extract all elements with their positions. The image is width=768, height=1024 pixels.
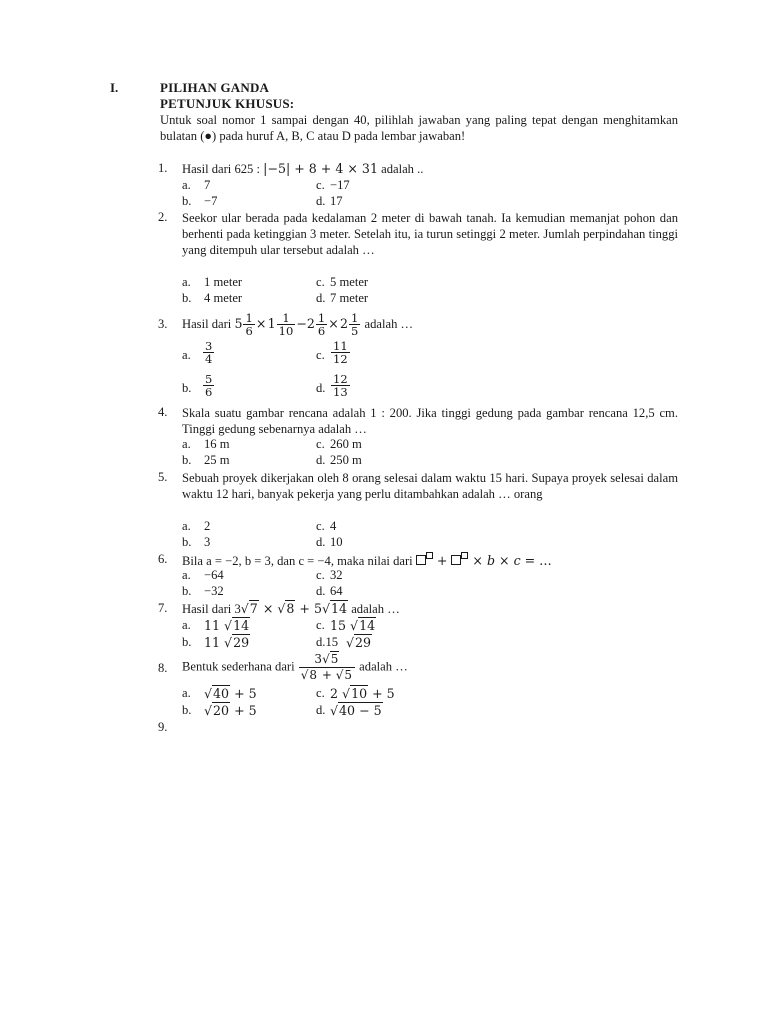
operator: × — [495, 553, 514, 568]
option-value: 25 m — [204, 453, 230, 467]
question-6 — [158, 552, 680, 602]
option-value — [204, 686, 257, 701]
radicand: 8 — [286, 601, 295, 616]
denominator: 4 — [205, 352, 213, 366]
option-letter: b. — [182, 703, 192, 717]
option-value: 1 meter — [204, 275, 243, 289]
option-value — [346, 635, 372, 650]
option-value — [330, 373, 351, 398]
question-number: 9. — [158, 720, 168, 734]
fraction — [316, 312, 327, 337]
question-7 — [158, 601, 680, 653]
option-letter: a. — [182, 178, 191, 192]
option-value — [202, 340, 215, 365]
question-number: 8. — [158, 661, 168, 675]
option-value: 16 m — [204, 437, 230, 451]
question-number: 7. — [158, 601, 168, 615]
numerator: 3 — [205, 339, 213, 353]
coefficient: 2 — [330, 686, 343, 701]
fraction — [203, 340, 214, 365]
coefficient: 3 — [314, 652, 323, 666]
question-number: 2. — [158, 210, 168, 224]
question-3 — [158, 312, 680, 404]
square-root: √5 — [322, 652, 339, 666]
operator: + — [318, 668, 336, 682]
placeholder-box-icon — [416, 555, 426, 565]
numerator: 1 — [351, 311, 359, 325]
operator: × — [258, 601, 278, 616]
expression-rest: + 5 — [230, 686, 257, 701]
question-text: Sebuah proyek dikerjakan oleh 8 orang selesai dalam waktu 15 hari. Supaya proyek selesai dalam waktu 12 hari, banyak pekerja yang perlu ditambahkan adalah … orang — [182, 471, 678, 502]
question-number: 5. — [158, 470, 168, 484]
question-prefix: Bila a = −2, b = 3, dan c = −4, maka nilai dari — [182, 554, 416, 568]
square-root: √40 — [204, 686, 230, 701]
denominator — [299, 668, 355, 683]
square-root: √7 — [240, 601, 258, 616]
coefficient: 11 — [204, 618, 225, 633]
expression — [234, 311, 361, 338]
option-value: −32 — [204, 584, 224, 598]
option-letter: b. — [182, 535, 192, 549]
numerator — [299, 652, 355, 668]
option-value — [330, 340, 351, 365]
question-text — [182, 161, 678, 177]
option-letter: c. — [316, 275, 325, 289]
square-root: √29 — [224, 635, 250, 650]
option-letter: a. — [182, 437, 191, 451]
variable-c: c — [513, 553, 521, 568]
option-letter: c. — [316, 686, 325, 700]
fraction — [203, 373, 214, 398]
option-value: 3 — [204, 535, 211, 549]
question-suffix: adalah … — [356, 659, 408, 674]
option-letter: d. — [316, 453, 326, 467]
question-text: Seekor ular berada pada kedalaman 2 meter di bawah tanah. Ia kemudian memanjat pohon dan berhenti pada ketinggian 3 meter. Setelah itu, ia turun setinggi 2 meter. Jumlah perpindahan tinggi yang ditempuh ular tersebut adalah … — [182, 211, 678, 258]
option-letter: c. — [316, 437, 325, 451]
question-9 — [158, 720, 680, 738]
option-value: 17 — [330, 194, 343, 208]
radicand: 5 — [330, 652, 339, 666]
question-prefix: Hasil dari 625 — [182, 162, 257, 176]
question-prefix: Bentuk sederhana dari — [182, 659, 298, 674]
numerator: 1 — [277, 312, 296, 325]
radicand: 14 — [359, 618, 376, 633]
fraction — [277, 312, 296, 337]
square-root: √8 — [300, 668, 318, 682]
question-number: 6. — [158, 552, 168, 566]
fraction — [331, 373, 350, 398]
option-letter: d. — [316, 584, 326, 598]
option-value — [330, 686, 395, 701]
option-value: 4 meter — [204, 291, 243, 305]
expression-rest: + 5 — [230, 703, 257, 718]
abs-inner: −5 — [267, 161, 286, 176]
operator: + — [432, 553, 452, 568]
square-root: √40 − 5 — [330, 703, 382, 718]
option-value — [204, 703, 257, 718]
placeholder-superscript-box-icon — [426, 552, 433, 559]
option-letter: d. — [316, 381, 326, 395]
option-value — [204, 618, 250, 633]
question-text: Skala suatu gambar rencana adalah 1 : 200. Jika tinggi gedung pada gambar rencana 12,5 cm. Tinggi gedung sebenarnya adalah … — [182, 406, 678, 437]
question-suffix: adalah … — [361, 317, 414, 331]
question-8 — [158, 652, 680, 722]
square-root: √14 — [224, 618, 250, 633]
question-prefix: Hasil dari — [182, 317, 235, 331]
section-number: I. — [110, 80, 119, 95]
question-4 — [158, 405, 680, 471]
option-value: 250 m — [330, 453, 362, 467]
option-letter: c. — [316, 348, 325, 362]
option-letter: b. — [182, 635, 192, 649]
option-value: 260 m — [330, 437, 362, 451]
option-letter: a. — [182, 568, 191, 582]
absolute-value: |−5| — [263, 161, 291, 176]
option-letter: d. — [316, 703, 326, 717]
fraction — [243, 312, 254, 337]
question-5 — [158, 470, 680, 552]
option-value: −7 — [204, 194, 218, 208]
operator: × — [328, 316, 339, 331]
option-letter: d. — [316, 291, 326, 305]
radicand: 40 − 5 — [339, 703, 382, 718]
radicand: 14 — [331, 601, 348, 616]
section-subtitle: PETUNJUK KHUSUS: — [160, 96, 295, 111]
option-letter: b. — [182, 291, 192, 305]
option-value — [330, 618, 376, 633]
radicand: 10 — [351, 686, 368, 701]
square-root: √29 — [346, 635, 372, 650]
fraction — [299, 652, 355, 683]
numerator: 12 — [333, 372, 348, 386]
question-number: 1. — [158, 161, 168, 175]
option-letter: a. — [182, 348, 191, 362]
radicand: 5 — [344, 668, 353, 682]
question-suffix: adalah .. — [377, 162, 424, 176]
mixed-whole: 5 — [234, 316, 243, 331]
radicand: 14 — [233, 618, 250, 633]
option-value: 7 meter — [330, 291, 369, 305]
option-value: 7 — [204, 178, 211, 192]
option-letter: a. — [182, 519, 191, 533]
option-letter: d.15 — [316, 635, 339, 649]
section-title: PILIHAN GANDA — [160, 80, 270, 95]
expression-rest: + 8 + 4 × 31 — [290, 161, 378, 176]
numerator: 5 — [205, 372, 213, 386]
fraction — [331, 340, 350, 365]
option-value: −64 — [204, 568, 224, 582]
option-letter: b. — [182, 453, 192, 467]
numerator: 11 — [333, 339, 348, 353]
section-intro: Untuk soal nomor 1 sampai dengan 40, pilihlah jawaban yang paling tepat dengan menghitamkan bulatan (●) pada huruf A, B, C atau D pada lembar jawaban! — [160, 113, 678, 143]
fraction — [349, 312, 360, 337]
question-text — [182, 601, 678, 617]
denominator: 6 — [245, 324, 253, 338]
variable-b: b — [486, 553, 495, 568]
denominator: 6 — [317, 324, 326, 338]
question-number: 4. — [158, 405, 168, 419]
option-value: −17 — [330, 178, 350, 192]
operator: − — [296, 316, 307, 331]
question-1 — [158, 161, 680, 211]
question-number: 3. — [158, 317, 168, 331]
option-value: 32 — [330, 568, 343, 582]
mixed-whole: 1 — [267, 316, 276, 331]
question-text — [182, 652, 678, 683]
question-suffix: adalah … — [348, 602, 400, 616]
numerator: 1 — [245, 311, 253, 325]
operator: × — [255, 316, 267, 331]
question-text — [182, 552, 678, 569]
square-root: √14 — [350, 618, 376, 633]
option-value — [202, 373, 215, 398]
coefficient: 11 — [204, 635, 225, 650]
option-value: 4 — [330, 519, 337, 533]
coefficient: 15 — [330, 618, 351, 633]
option-value — [204, 635, 250, 650]
option-value: 2 — [204, 519, 211, 533]
denominator: 13 — [333, 385, 348, 399]
question-prefix: Hasil dari 3 — [182, 602, 241, 616]
option-value: 64 — [330, 584, 343, 598]
option-letter: b. — [182, 584, 192, 598]
numerator: 1 — [317, 311, 326, 325]
option-letter: a. — [182, 275, 191, 289]
placeholder-box-icon — [451, 555, 461, 565]
option-value — [330, 703, 383, 718]
square-root: √8 — [277, 601, 295, 616]
square-root: √20 — [204, 703, 230, 718]
operator: × — [468, 553, 487, 568]
denominator: 12 — [333, 352, 348, 366]
expression-rest: + 5 — [368, 686, 395, 701]
option-letter: c. — [316, 178, 325, 192]
equals-ellipsis: = … — [520, 553, 552, 568]
mixed-whole: 2 — [306, 316, 315, 331]
question-text — [182, 312, 678, 337]
question-2 — [158, 210, 680, 310]
option-letter: c. — [316, 568, 325, 582]
square-root: √5 — [335, 668, 353, 682]
option-letter: a. — [182, 618, 191, 632]
option-letter: a. — [182, 686, 191, 700]
radicand: 8 — [309, 668, 318, 682]
radicand: 29 — [355, 635, 372, 650]
option-letter: c. — [316, 618, 325, 632]
option-letter: b. — [182, 381, 192, 395]
option-letter: d. — [316, 194, 326, 208]
divide-sign: : — [256, 162, 264, 176]
option-letter: b. — [182, 194, 192, 208]
option-letter: c. — [316, 519, 325, 533]
radicand: 20 — [213, 703, 230, 718]
square-root: √14 — [322, 601, 348, 616]
radicand: 29 — [233, 635, 250, 650]
radicand: 7 — [249, 601, 258, 616]
denominator: 5 — [351, 324, 359, 338]
option-letter: d. — [316, 535, 326, 549]
operator: + 5 — [295, 601, 322, 616]
square-root: √10 — [342, 686, 368, 701]
mixed-whole: 2 — [340, 316, 349, 331]
option-value: 10 — [330, 535, 343, 549]
option-value: 5 meter — [330, 275, 369, 289]
denominator: 10 — [278, 324, 294, 338]
denominator: 6 — [205, 385, 213, 399]
radicand: 40 — [213, 686, 230, 701]
